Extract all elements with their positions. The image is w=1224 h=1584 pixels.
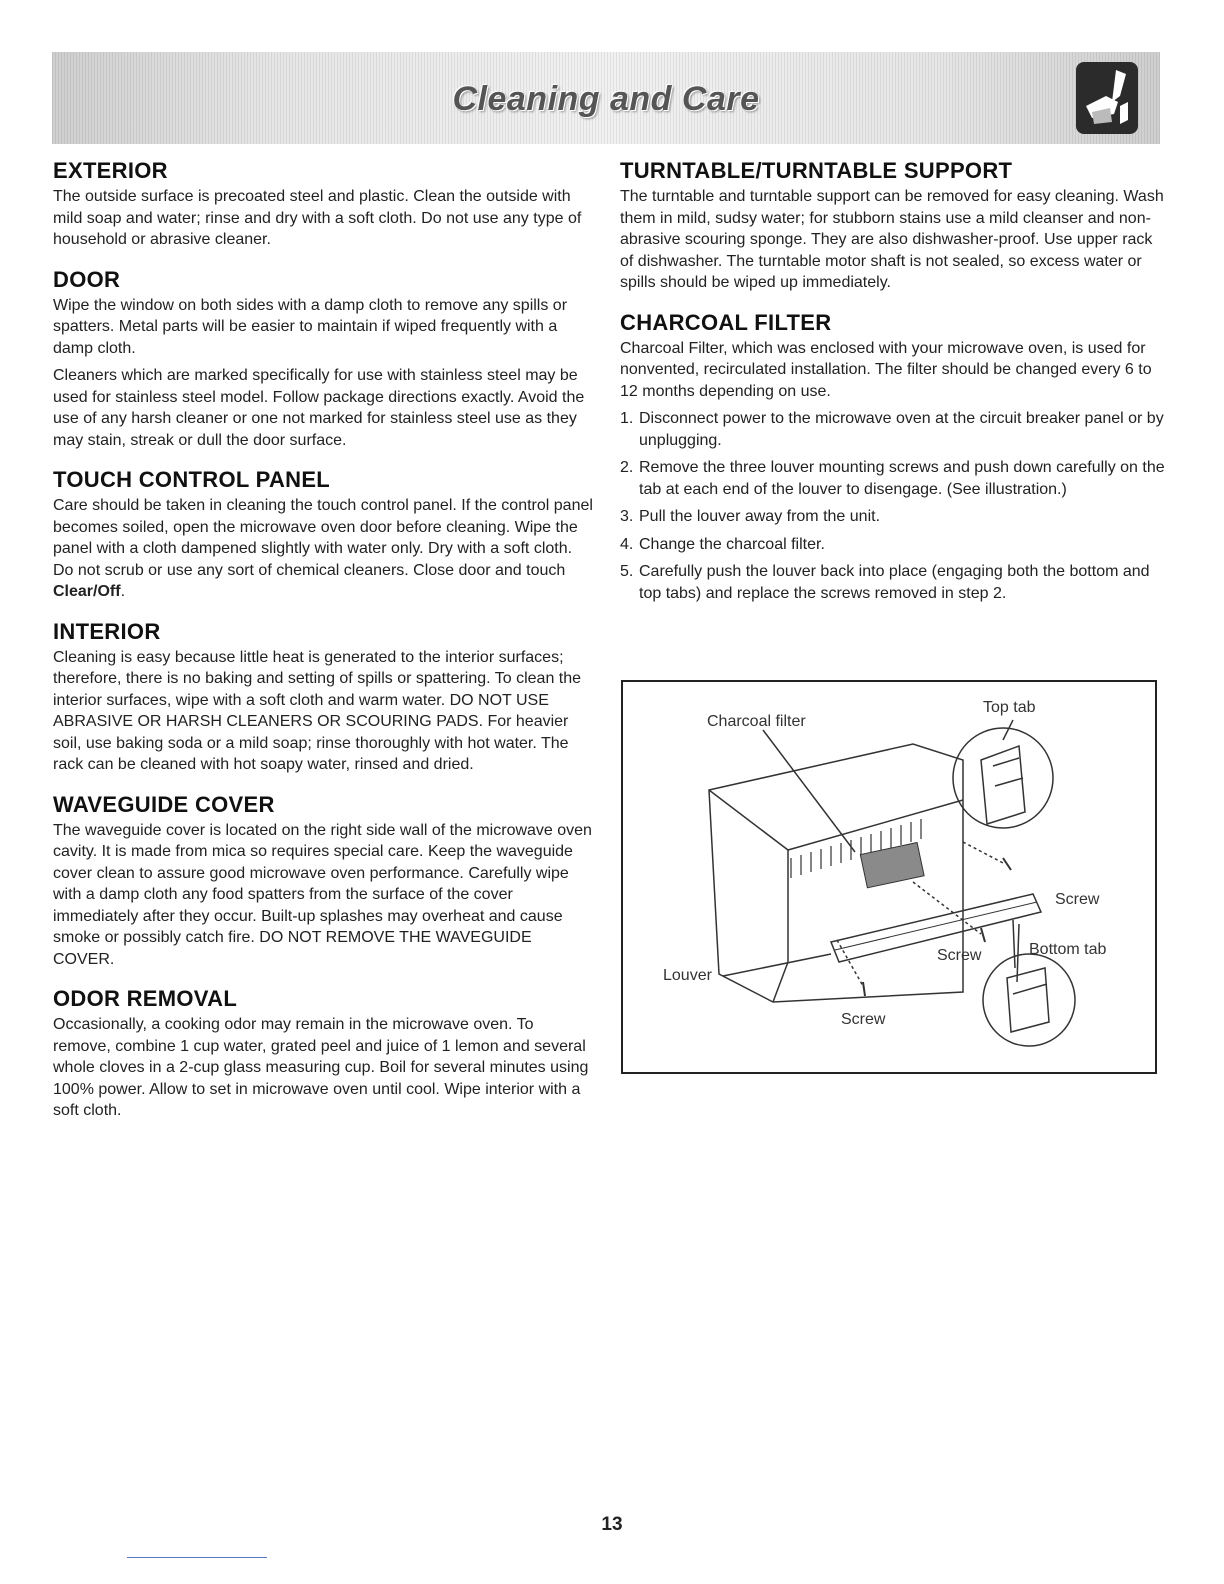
page-header-banner: [52, 52, 1160, 144]
interior-section: [53, 619, 593, 776]
top-tab-detail: [953, 728, 1053, 828]
right-column: [620, 158, 1165, 620]
charcoal-steps: [620, 408, 1165, 604]
turntable-text: The turntable and turntable support can be removed for easy cleaning. Wash them in mild, sudsy water; for stubborn stains use a mild cleanser and non-abrasive scouring sponge. They are also dishwasher-proof. Use upper rack of dishwasher. The turntable motor shaft is not sealed, so excess water or spills should be wiped up immediately.: [620, 188, 1164, 291]
cleaning-hand-icon: [1076, 62, 1138, 134]
label-louver: Louver: [663, 967, 712, 984]
label-charcoal-filter: Charcoal filter: [707, 713, 806, 730]
waveguide-heading: WAVEGUIDE COVER: [53, 791, 275, 817]
charcoal-text: Charcoal Filter, which was enclosed with your microwave oven, is used for nonvented, recirculated installation. The filter should be changed every 6 to 12 months depending on use.: [620, 339, 1152, 400]
touch-control-section: [53, 467, 593, 603]
door-text-2: Cleaners which are marked specifically for use with stainless steel may be used for stainless steel model. Follow package directions exactly. Avoid the use of any harsh cleaner or one not marked for stainless steel use as they may stain, streak or dull the door surface.: [53, 367, 585, 449]
label-bottom-tab: Bottom tab: [1029, 941, 1107, 958]
step-number: 3.: [620, 508, 634, 525]
step-number: 5.: [620, 563, 634, 580]
charcoal-section: [620, 310, 1165, 605]
label-screw-bottom: Screw: [841, 1011, 886, 1028]
exterior-section: [53, 158, 593, 251]
page-number: 13: [601, 1514, 623, 1535]
list-item: [620, 561, 1165, 604]
bottom-tab-detail: [983, 954, 1075, 1046]
list-item: [620, 534, 1165, 556]
louver-diagram: [623, 682, 1155, 1072]
odor-text: Occasionally, a cooking odor may remain in the microwave oven. To remove, combine 1 cup water, grated peel and juice of 1 lemon and several whole cloves in a 2-cup glass measuring cup. Boil for several minutes using 100% power. Allow to set in microwave oven until cool. Wipe interior with a soft cloth.: [53, 1016, 589, 1119]
touch-control-text: [53, 495, 593, 603]
waveguide-section: [53, 792, 593, 971]
list-item: [620, 506, 1165, 528]
exterior-heading: EXTERIOR: [53, 158, 168, 183]
touch-control-heading: TOUCH CONTROL PANEL: [53, 467, 331, 492]
interior-text: Cleaning is easy because little heat is generated to the interior surfaces; therefore, there is no baking and setting of spills or spattering. To clean the interior surfaces, wipe with a soft cloth and warm water. DO NOT USE ABRASIVE OR HARSH CLEANERS OR SCOURING PADS. For heavier soil, use baking soda or a mild soap; rinse thoroughly with hot water. The rack can be cleaned with hot soapy water, rinsed and dried.: [53, 648, 582, 773]
step-text: Disconnect power to the microwave oven at the circuit breaker panel or by unplugging.: [639, 410, 1164, 449]
footer-divider: [127, 1557, 267, 1558]
charcoal-filter-leader: [763, 730, 855, 852]
touch-control-end: .: [120, 583, 126, 600]
clear-off-label: Clear/Off: [53, 583, 121, 600]
touch-control-body: Care should be taken in cleaning the touch control panel. If the control panel becomes soiled, open the microwave oven door before cleaning. Wipe the panel with a cloth dampened slightly with water only. Dry with a soft cloth. Do not scrub or use any sort of chemical cleaners. Close door and touch: [53, 497, 593, 579]
list-item: [620, 408, 1165, 451]
turntable-section: [620, 158, 1165, 294]
louver-leader: [723, 954, 831, 976]
exterior-text: The outside surface is precoated steel and plastic. Clean the outside with mild soap and water; rinse and dry with a soft cloth. Do not use any type of household or abrasive cleaner.: [53, 188, 582, 248]
label-top-tab: Top tab: [983, 699, 1036, 716]
oven-cabinet: [709, 744, 963, 1002]
cabinet-edge: [709, 790, 963, 850]
turntable-heading: TURNTABLE/TURNTABLE SUPPORT: [620, 158, 1013, 183]
step-text: Remove the three louver mounting screws and push down carefully on the tab at each end of the louver to disengage. (See illustration.): [639, 459, 1165, 498]
label-screw-right: Screw: [1055, 891, 1100, 908]
list-item: [620, 457, 1165, 500]
waveguide-text: The waveguide cover is located on the right side wall of the microwave oven cavity. It is made from mica so requires special care. Keep the waveguide cover clean to assure good microwave oven performance. Carefully wipe with a damp cloth any food spatters from the surface of the cover immediately after they occur. Built-up splashes may overheat and cause smoke or possibly catch fire. DO NOT REMOVE THE WAVEGUIDE COVER.: [53, 821, 592, 968]
left-column: [53, 158, 593, 1138]
step-number: 2.: [620, 459, 634, 476]
louver-illustration: [621, 680, 1157, 1074]
odor-section: [53, 986, 593, 1122]
door-section: [53, 267, 593, 452]
step-number: 1.: [620, 410, 634, 427]
label-screw-mid: Screw: [937, 947, 982, 964]
charcoal-heading: CHARCOAL FILTER: [620, 309, 832, 335]
step-text: Carefully push the louver back into place (engaging both the bottom and top tabs) and replace the screws removed in step 2.: [639, 563, 1150, 602]
louver-bar: [831, 894, 1041, 962]
page-title: Cleaning and Care: [452, 80, 760, 118]
door-heading: DOOR: [53, 266, 121, 292]
charcoal-filter-shape: [860, 843, 924, 888]
interior-heading: INTERIOR: [53, 618, 161, 644]
step-number: 4.: [620, 535, 634, 553]
odor-heading: ODOR REMOVAL: [53, 986, 238, 1011]
step-text: Change the charcoal filter.: [639, 535, 825, 553]
step-text: Pull the louver away from the unit.: [639, 508, 881, 525]
door-text-1: Wipe the window on both sides with a damp cloth to remove any spills or spatters. Metal parts will be easier to maintain if wiped frequently with a damp cloth.: [53, 296, 568, 357]
